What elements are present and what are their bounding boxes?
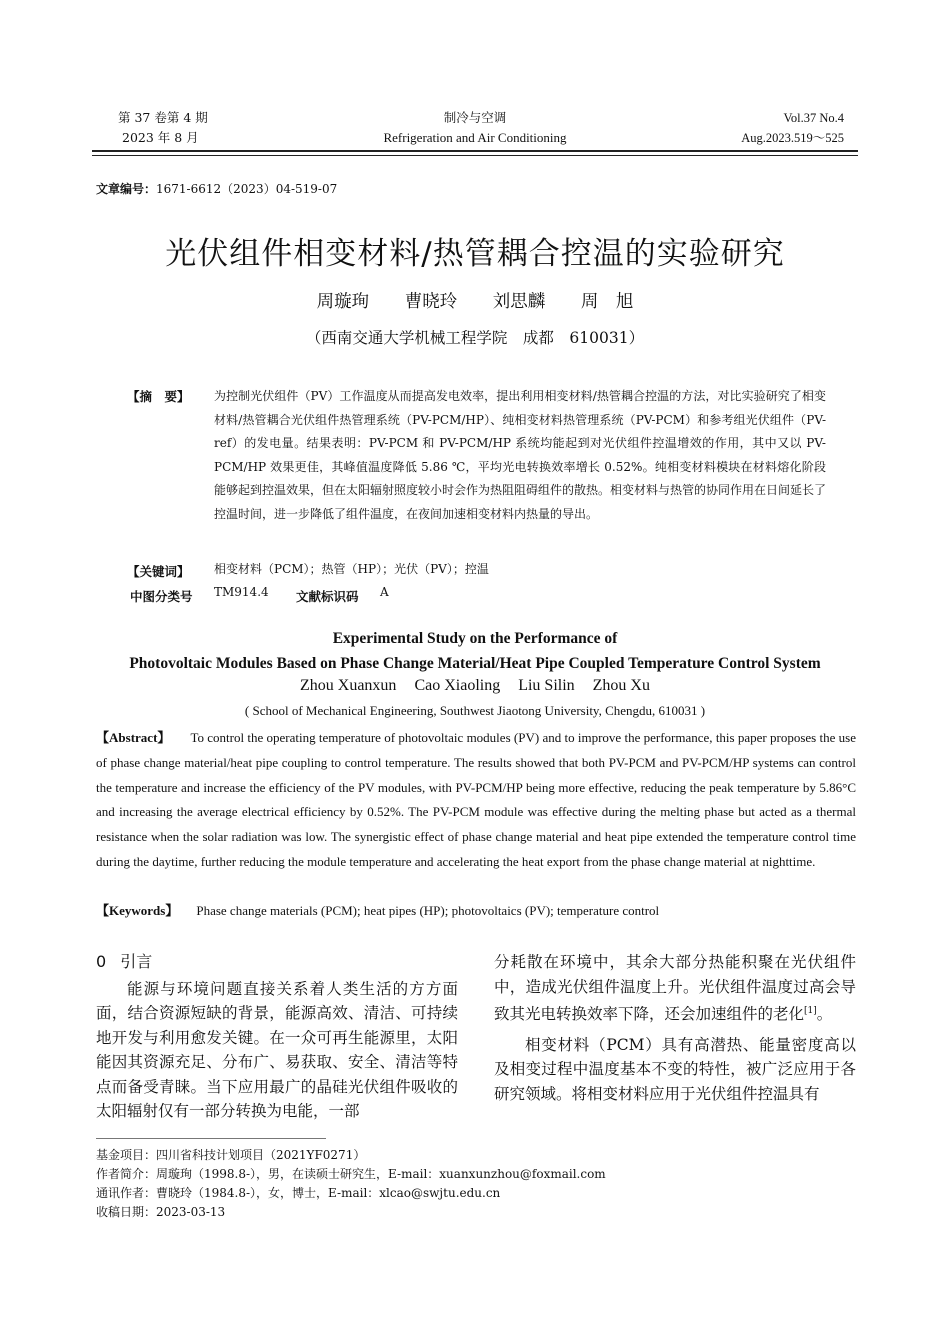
doc-code-label: 文献标识码: [296, 589, 359, 604]
keywords-en-label: 【Keywords】: [96, 903, 179, 918]
footnotes: [96, 1146, 856, 1222]
pages-en: Aug.2023.519～525: [741, 131, 844, 145]
running-header-left: [118, 108, 278, 148]
volume-en: Vol.37 No.4: [783, 111, 844, 125]
author-cn-2: 曹晓玲: [404, 292, 458, 312]
body-paragraph: 能源与环境问题直接关系着人类生活的方方面面，结合资源短缺的背景，能源高效、清洁、可持续地开发与利用愈发关键。在一众可再生能源里，太阳能因其资源充足、分布广、易获取、安全、清洁等特点而备受青睐。当下应用最广的晶硅光伏组件吸收的太阳辐射仅有一部分转换为电能，一部: [96, 979, 458, 1120]
keywords-en: [96, 900, 856, 919]
body-paragraph-continued: [494, 950, 856, 1027]
doc-code-value: A: [380, 585, 389, 599]
abstract-en-text: To control the operating temperature of photovoltaic modules (PV) and to improve the performance, this paper proposes the use of phase change material/heat pipe coupling to control temperature. The results showed that both PV-PCM and PV-PCM/HP systems can control the temperature and increase the efficiency of the PV modules, with PV-PCM/HP being more effective, reducing the peak temperature by 5.86°C and increasing the average electrical efficiency by 0.52%. The PV-PCM module was effective during the melting phase but acted as a thermal resistance when the solar radiation was low. The synergistic effect of phase change material and heat pipe extended the temperature control time during the daytime, further reducing the module temperature and accelerating the heat export from the phase change material at nighttime.: [96, 730, 856, 869]
keywords-cn-text: 相变材料（PCM）；热管（HP）；光伏（PV）；控温: [214, 562, 489, 576]
keywords-cn-label: 【关键词】: [127, 564, 190, 579]
header-rule-thin: [92, 155, 858, 156]
paragraph-continuation: 分耗散在环境中，其余大部分热能积聚在光伏组件中，造成光伏组件温度上升。光伏组件温度过高会导致其光电转换效率下降，还会加速组件的老化: [494, 953, 856, 1024]
author-en-3: Liu Silin: [518, 677, 575, 694]
author-cn-3: 刘思麟: [492, 292, 546, 312]
section-number: 0: [96, 952, 107, 971]
affiliation-en: ( School of Mechanical Engineering, Southwest Jiaotong University, Chengdu, 610031 ): [244, 703, 706, 718]
body-column-left: [96, 950, 458, 1124]
author-cn-4: 周 旭: [580, 292, 634, 312]
abstract-cn-label: 【摘 要】: [127, 389, 190, 404]
author-en-4: Zhou Xu: [592, 677, 650, 694]
author-cn-1: 周璇珣: [316, 292, 370, 312]
body-paragraph: 相变材料（PCM）具有高潜热、能量密度高以及相变过程中温度基本不变的特性，被广泛应用于各研究领域。将相变材料应用于光伏组件控温具有: [494, 1035, 856, 1103]
running-header-right: [640, 108, 844, 148]
running-header-center: [300, 108, 650, 148]
authors-en: [40, 677, 910, 695]
footnote-fund: 基金项目：四川省科技计划项目（2021YF0271）: [96, 1148, 366, 1162]
article-number: [96, 180, 337, 197]
classification-value: TM914.4: [214, 585, 269, 599]
title-en-line1: Experimental Study on the Performance of: [332, 630, 618, 647]
footnote-received: 收稿日期：2023-03-13: [96, 1205, 226, 1219]
classification-label: 中图分类号: [130, 589, 193, 604]
footnote-author: 作者简介：周璇珣（1998.8-），男，在读硕士研究生，E-mail：xuanxunzhou@foxmail.com: [96, 1167, 606, 1181]
article-number-label: 文章编号：: [96, 182, 157, 196]
affiliation-cn: （西南交通大学机械工程学院 成都 610031）: [305, 329, 645, 347]
footnote-corresponding: 通讯作者：曹晓玲（1984.8-），女，博士，E-mail：xlcao@swjtu.edu.cn: [96, 1186, 501, 1200]
title-cn: 光伏组件相变材料/热管耦合控温的实验研究: [165, 236, 785, 272]
volume-cn: 第 37 卷第 4 期: [118, 110, 208, 125]
date-cn: 2023 年 8 月: [122, 130, 199, 145]
paragraph-end: 。: [816, 1005, 833, 1024]
author-en-1: Zhou Xuanxun: [300, 677, 397, 694]
header-rule-thick: [92, 150, 858, 152]
title-en-line2: Photovoltaic Modules Based on Phase Change Material/Heat Pipe Coupled Temperature Control System: [129, 655, 821, 672]
body-column-right: [494, 950, 856, 1106]
section-heading: [96, 950, 458, 975]
abstract-en-label: 【Abstract】: [96, 730, 171, 745]
author-en-2: Cao Xiaoling: [414, 677, 501, 694]
abstract-en: [96, 726, 856, 875]
citation-ref: [1]: [804, 1006, 817, 1016]
footnote-rule: [96, 1138, 326, 1139]
section-title: 引言: [120, 952, 153, 971]
title-en: [40, 626, 910, 676]
authors-cn: [40, 288, 910, 313]
journal-name-cn: 制冷与空调: [443, 110, 507, 125]
journal-name-en: Refrigeration and Air Conditioning: [383, 130, 567, 145]
abstract-cn-text: 为控制光伏组件（PV）工作温度从而提高发电效率，提出利用相变材料/热管耦合控温的方法，对比实验研究了相变材料/热管耦合光伏组件热管理系统（PV-PCM/HP）、纯相变材料热管理系统（PV-PCM）和参考组光伏组件（PV-ref）的发电量。结果表明：PV-PCM 和 PV-PCM/HP 系统均能起到对光伏组件控温增效的作用，其中又以 PV-PCM/HP 效果更佳，其峰值温度降低 5.86 ℃，平均光电转换效率增长 0.52%。纯相变材料模块在材料熔化阶段能够起到控温效果，但在太阳辐射照度较小时会作为热阻阻碍组件的散热。相变材料与热管的协同作用在日间延长了控温时间，进一步降低了组件温度，在夜间加速相变材料内热量的导出。: [214, 389, 827, 521]
keywords-en-text: Phase change materials (PCM); heat pipes (HP); photovoltaics (PV); temperature control: [196, 903, 660, 918]
article-number-value: 1671-6612（2023）04-519-07: [156, 182, 338, 196]
